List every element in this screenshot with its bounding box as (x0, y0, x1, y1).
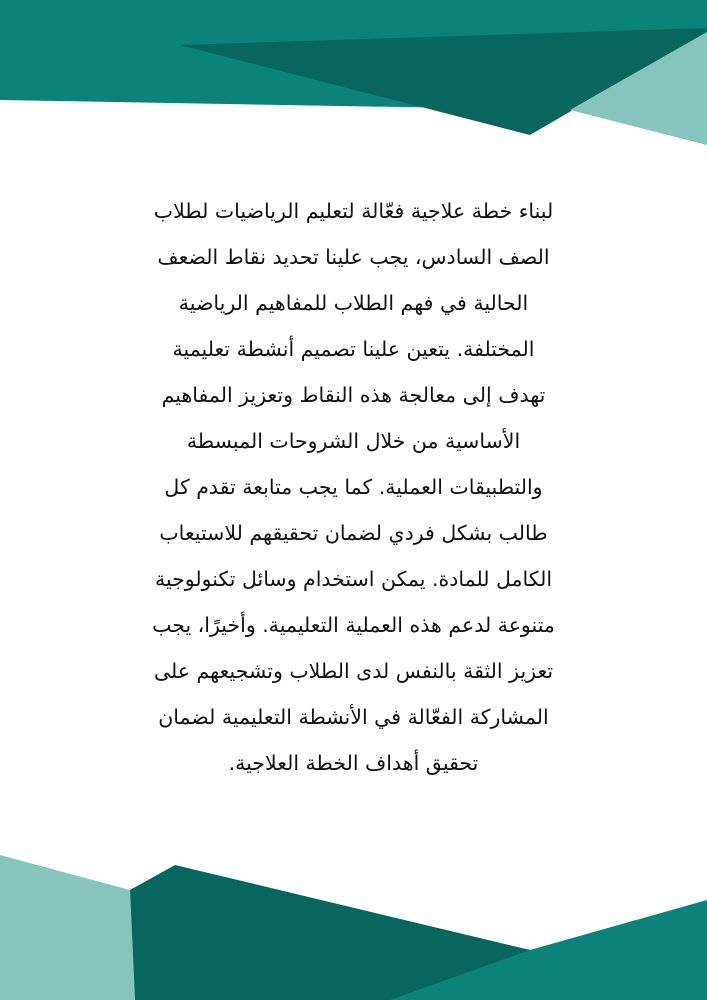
paragraph-line: والتطبيقات العملية. كما يجب متابعة تقدم كل (164, 475, 543, 499)
paragraph-line: طالب بشكل فردي لضمان تحقيقهم للاستيعاب (159, 521, 548, 545)
paragraph-line: المختلفة. يتعين علينا تصميم أنشطة تعليمية (172, 337, 535, 361)
bottom-light-triangle (0, 855, 135, 1000)
paragraph-line: متنوعة لدعم هذه العملية التعليمية. وأخيرًا، يجب (152, 613, 555, 637)
paragraph-line: المشاركة الفعّالة في الأنشطة التعليمية لضمان (158, 705, 549, 729)
top-decorative-banner (0, 0, 707, 150)
paragraph-line: الكامل للمادة. يمكن استخدام وسائل تكنولوجية (154, 567, 553, 591)
paragraph-line: تحقيق أهداف الخطة العلاجية. (228, 751, 479, 775)
paragraph-line: الأساسية من خلال الشروحات المبسطة (186, 429, 521, 453)
bottom-decorative-banner (0, 850, 707, 1000)
paragraph-line: تهدف إلى معالجة هذه النقاط وتعزيز المفاهيم (161, 383, 546, 407)
arabic-paragraph (120, 188, 587, 786)
paragraph-line: الحالية في فهم الطلاب للمفاهيم الرياضية (178, 291, 529, 315)
paragraph-line: الصف السادس، يجب علينا تحديد نقاط الضعف (157, 245, 550, 269)
paragraph-line: لبناء خطة علاجية فعّالة لتعليم الرياضيات لطلاب (153, 199, 554, 223)
paragraph-line: تعزيز الثقة بالنفس لدى الطلاب وتشجيعهم على (153, 659, 554, 683)
